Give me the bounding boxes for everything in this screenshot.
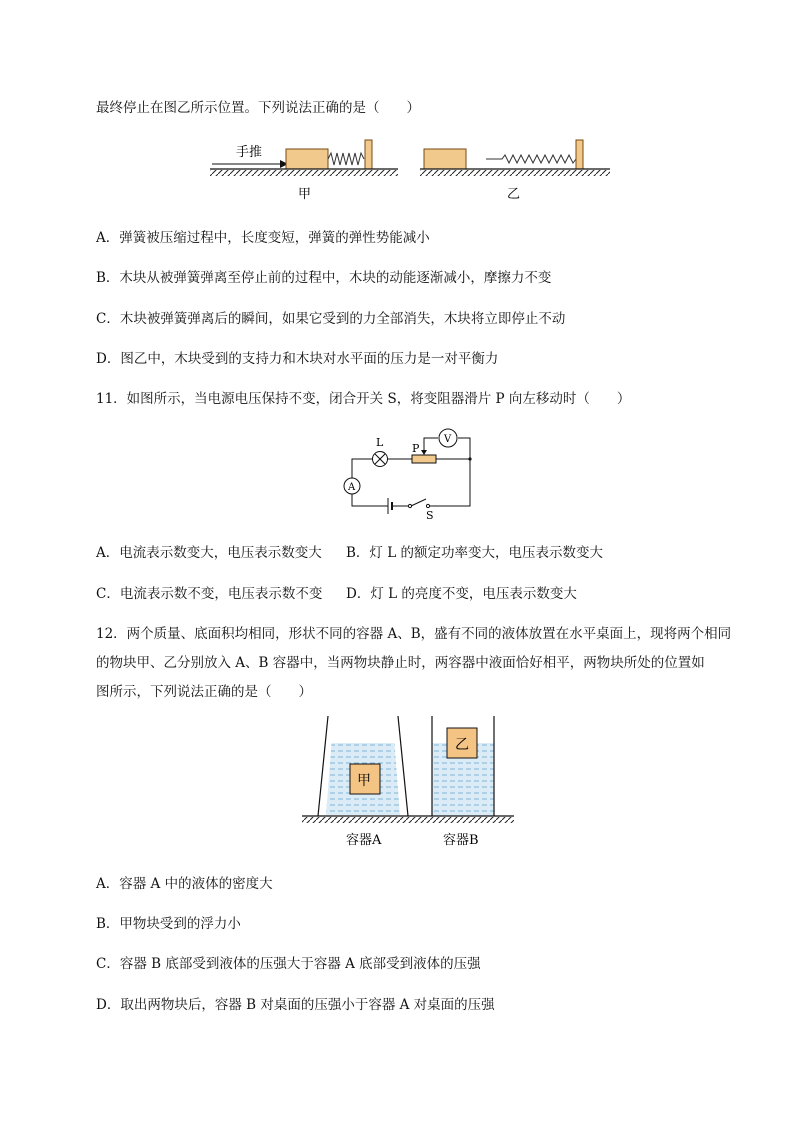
hand-push-label: 手推 [236, 145, 263, 160]
slider-arrow [421, 450, 427, 455]
q10-option-a: A．弹簧被压缩过程中，长度变短，弹簧的弹性势能减小 [96, 230, 430, 246]
wire-left-top [352, 459, 373, 478]
q11-option-d: D．灯 L 的亮度不变，电压表示数变大 [346, 586, 577, 602]
wire-voltmeter-left [424, 438, 438, 454]
voltmeter-label: V [444, 434, 452, 445]
ground-a-hatch [210, 170, 398, 176]
q10-option-c: C．木块被弹簧弹离后的瞬间，如果它受到的力全部消失，木块将立即停止不动 [96, 311, 566, 327]
container-a-left-wall [318, 716, 328, 816]
wall-b [576, 140, 583, 169]
container-b-label: 容器B [443, 833, 479, 848]
block-yi-label: 乙 [455, 737, 469, 753]
q12-stem-line-2: 的物块甲、乙分别放入 A、B 容器中，当两物块静止时，两容器中液面恰好相平，两物块所处的位置如 [96, 655, 705, 671]
slider-label: P [412, 442, 420, 455]
ground-b-hatch [420, 170, 610, 176]
q12-option-a: A．容器 A 中的液体的密度大 [96, 876, 273, 892]
q11-option-a: A．电流表示数变大，电压表示数变大 [96, 545, 322, 561]
q10-figure [206, 132, 616, 212]
switch-blade [411, 499, 426, 506]
q12-stem-line-3: 图所示，下列说法正确的是（ ） [96, 684, 312, 700]
q10-option-b: B．木块从被弹簧弹离至停止前的过程中，木块的动能逐渐减小，摩擦力不变 [96, 270, 552, 286]
figure-a-label: 甲 [298, 187, 312, 202]
rheostat [412, 455, 436, 463]
container-a-label: 容器A [346, 833, 382, 848]
wire-voltmeter-right [458, 438, 470, 459]
ammeter-label: A [348, 482, 356, 493]
block-b [424, 149, 466, 169]
wire-left-bottom [352, 494, 388, 506]
spring-compressed [328, 153, 364, 165]
q11-option-c: C．电流表示数不变，电压表示数不变 [96, 586, 323, 602]
q12-option-b: B．甲物块受到的浮力小 [96, 916, 241, 932]
switch-contact-right [426, 504, 429, 507]
table-hatch [302, 817, 514, 823]
lamp-label: L [376, 436, 384, 449]
wall-a [365, 140, 372, 169]
q11-figure [338, 426, 480, 526]
q11-stem: 11．如图所示，当电源电压保持不变，闭合开关 S，将变阻器滑片 P 向左移动时（ ） [96, 391, 631, 407]
q10-stem-end: 最终停止在图乙所示位置。下列说法正确的是（ ） [96, 100, 420, 116]
figure-b-label: 乙 [507, 187, 521, 202]
block-a [286, 149, 328, 169]
switch-label: S [426, 509, 434, 522]
q10-option-d: D．图乙中，木块受到的支持力和木块对水平面的压力是一对平衡力 [96, 351, 499, 367]
block-jia-label: 甲 [357, 773, 371, 789]
q12-option-c: C．容器 B 底部受到液体的压强大于容器 A 底部受到液体的压强 [96, 956, 481, 972]
circuit-diagram [338, 426, 480, 522]
spring-block-diagram [206, 132, 616, 208]
spring-relaxed [486, 155, 576, 163]
container-a-right-wall [398, 716, 408, 816]
q12-stem-line-1: 12．两个质量、底面积均相同，形状不同的容器 A、B，盛有不同的液体放置在水平桌面上，现将两个相同 [96, 626, 732, 642]
q12-figure [298, 712, 518, 858]
q11-option-b: B．灯 L 的额定功率变大，电压表示数变大 [346, 545, 603, 561]
wire-right [430, 459, 470, 506]
q12-option-d: D．取出两物块后，容器 B 对桌面的压强小于容器 A 对桌面的压强 [96, 997, 495, 1013]
containers-diagram [298, 712, 518, 854]
